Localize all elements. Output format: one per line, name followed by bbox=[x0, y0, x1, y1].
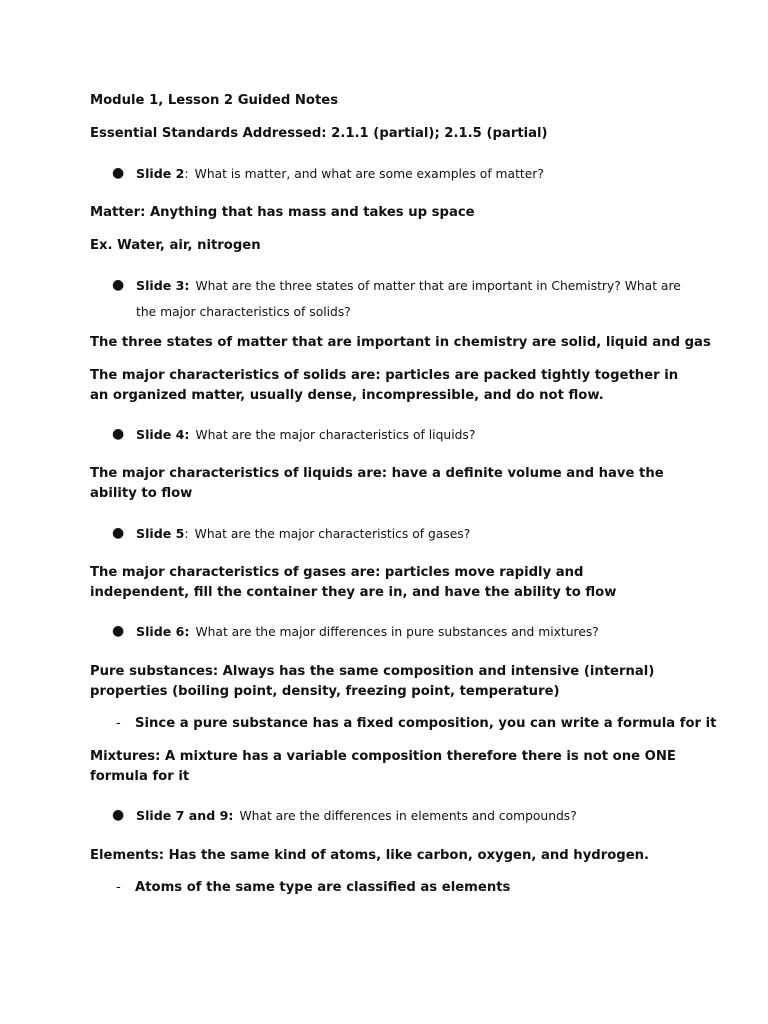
note-text: Atoms of the same type are classified as elements bbox=[135, 880, 511, 895]
slide-label: Slide 5 bbox=[136, 526, 185, 541]
matter-definition: Matter: Anything that has mass and takes up space bbox=[90, 205, 475, 220]
matter-examples: Ex. Water, air, nitrogen bbox=[90, 238, 261, 253]
pure-substances-answer: Pure substances: Always has the same composition and intensive (internal) properties (boiling point, density, freezing point, temperature) bbox=[90, 664, 655, 699]
slide-label: Slide 3: bbox=[136, 278, 190, 293]
bullet-icon: ● bbox=[112, 807, 125, 823]
bullet-icon: ● bbox=[112, 525, 125, 541]
liquids-answer: The major characteristics of liquids are: have a definite volume and have the ability to flow bbox=[90, 466, 664, 501]
slide-label-separator: : bbox=[184, 166, 189, 181]
dash-marker: - bbox=[116, 880, 121, 895]
solids-answer: The major characteristics of solids are: particles are packed tightly together in an organized matter, usually dense, incompressible, and do not flow. bbox=[90, 368, 679, 403]
document-title: Module 1, Lesson 2 Guided Notes bbox=[90, 93, 339, 108]
slide-question: What are the major characteristics of liquids? bbox=[195, 428, 476, 442]
gases-answer: The major characteristics of gases are: particles move rapidly and independent, fill the container they are in, and have the ability to flow bbox=[90, 565, 617, 600]
mixtures-answer: Mixtures: A mixture has a variable composition therefore there is not one ONE formula for it bbox=[90, 749, 676, 784]
slide-question: What are the differences in elements and compounds? bbox=[239, 809, 577, 823]
slide-question: What are the major differences in pure substances and mixtures? bbox=[195, 625, 599, 639]
slide-label-separator: : bbox=[184, 526, 189, 541]
note-text: Since a pure substance has a fixed composition, you can write a formula for it bbox=[135, 716, 717, 731]
slide-label: Slide 7 and 9: bbox=[136, 808, 234, 823]
slide-question: What are the three states of matter that are important in Chemistry? What are the major characteristics of solids? bbox=[136, 279, 681, 319]
slide-label: Slide 4: bbox=[136, 427, 190, 442]
slide-label: Slide 6: bbox=[136, 624, 190, 639]
dash-marker: - bbox=[116, 716, 121, 731]
slide-7-9-bullet bbox=[112, 803, 692, 829]
elements-answer: Elements: Has the same kind of atoms, like carbon, oxygen, and hydrogen. bbox=[90, 848, 650, 863]
bullet-icon: ● bbox=[112, 277, 125, 293]
slide-label: Slide 2 bbox=[136, 166, 185, 181]
slide-2-bullet bbox=[112, 161, 692, 187]
three-states-answer: The three states of matter that are important in chemistry are solid, liquid and gas bbox=[90, 335, 711, 350]
pure-substance-note bbox=[112, 714, 717, 734]
slide-question: What are the major characteristics of gases? bbox=[194, 527, 471, 541]
bullet-icon: ● bbox=[112, 165, 125, 181]
slide-question: What is matter, and what are some examples of matter? bbox=[194, 167, 544, 181]
slide-5-bullet bbox=[112, 521, 692, 547]
slide-3-bullet bbox=[112, 273, 692, 325]
slide-4-bullet bbox=[112, 422, 692, 448]
slide-6-bullet bbox=[112, 619, 692, 645]
elements-note bbox=[112, 878, 692, 898]
bullet-icon: ● bbox=[112, 426, 125, 442]
standards-line: Essential Standards Addressed: 2.1.1 (partial); 2.1.5 (partial) bbox=[90, 126, 548, 141]
bullet-icon: ● bbox=[112, 623, 125, 639]
